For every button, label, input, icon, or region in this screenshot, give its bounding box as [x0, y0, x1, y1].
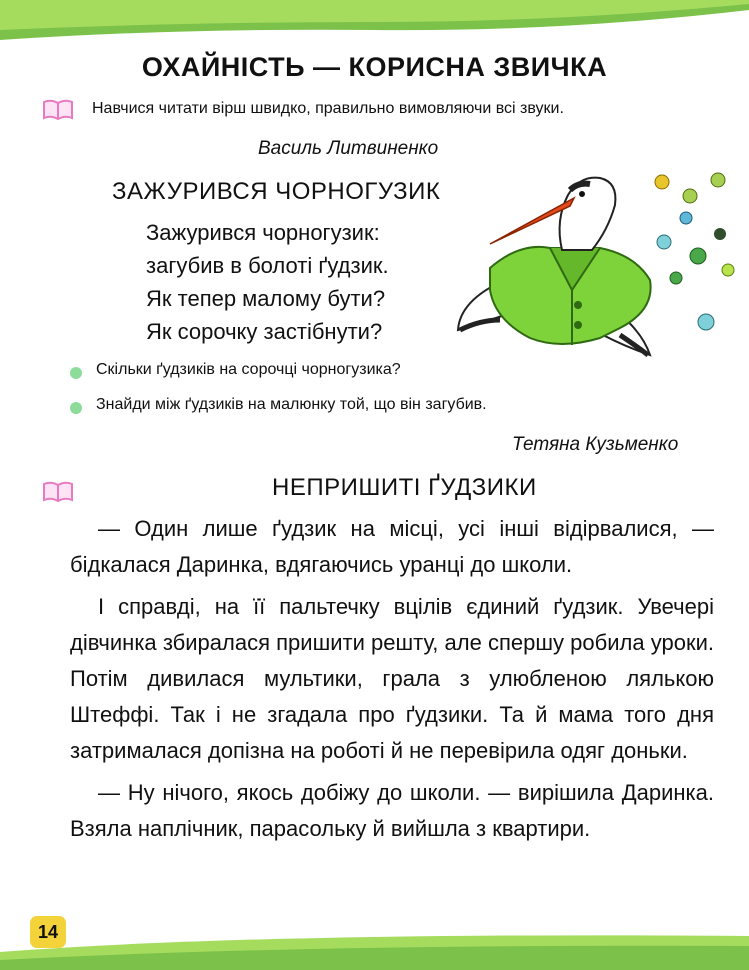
top-decorative-band — [0, 0, 749, 40]
page-title: ОХАЙНІСТЬ — КОРИСНА ЗВИЧКА — [141, 52, 608, 82]
story-paragraph: — Ну нічого, якось добіжу до школи. — вирішила Даринка. Взяла наплічник, парасольку й вийшла з квартири. — [70, 780, 714, 841]
stork-in-green-shirt-illustration — [450, 160, 749, 370]
reading-instruction: Навчися читати вірш швидко, правильно вимовляючи всі звуки. — [92, 100, 564, 117]
question-text: Знайди між ґудзиків на малюнку той, що він загубив. — [96, 396, 487, 413]
question-bullet — [70, 402, 82, 414]
poem-text — [146, 216, 389, 348]
poem-line: Як тепер малому бути? — [146, 286, 386, 311]
page-number: 14 — [30, 916, 66, 948]
poem-title: ЗАЖУРИВСЯ ЧОРНОГУЗИК — [112, 178, 441, 205]
question-text: Скільки ґудзиків на сорочці чорногузика? — [96, 361, 401, 378]
poem-line: Як сорочку застібнути? — [146, 319, 383, 344]
question-bullet — [70, 367, 82, 379]
poem-line: загубив в болоті ґудзик. — [146, 253, 389, 278]
poem-author: Василь Литвиненко — [258, 138, 439, 159]
poem-line: Зажурився чорногузик: — [146, 220, 380, 245]
story-paragraph: І справді, на її пальтечку вцілів єдиний ґудзик. Увечері дівчинка збиралася пришити решту, але спершу робила уроки. Потім дивилася мультики, грала з улюбленою лялькою Штеффі. Так і не згадала про ґудзики. Та й мама того дня затрималася допізна на роботі й не перевірила одяг доньки. — [70, 594, 714, 763]
story-paragraph: — Один лише ґудзик на місці, усі інші відірвалися, — бідкалася Даринка, вдягаючись уранці до школи. — [70, 516, 714, 577]
bottom-decorative-band — [0, 910, 749, 970]
open-book-icon — [42, 98, 74, 122]
open-book-icon — [42, 480, 74, 504]
story-text — [70, 511, 714, 853]
story-author: Тетяна Кузьменко — [512, 434, 679, 455]
buttons-cluster — [655, 173, 734, 330]
story-title: НЕПРИШИТІ ҐУДЗИКИ — [272, 474, 537, 501]
